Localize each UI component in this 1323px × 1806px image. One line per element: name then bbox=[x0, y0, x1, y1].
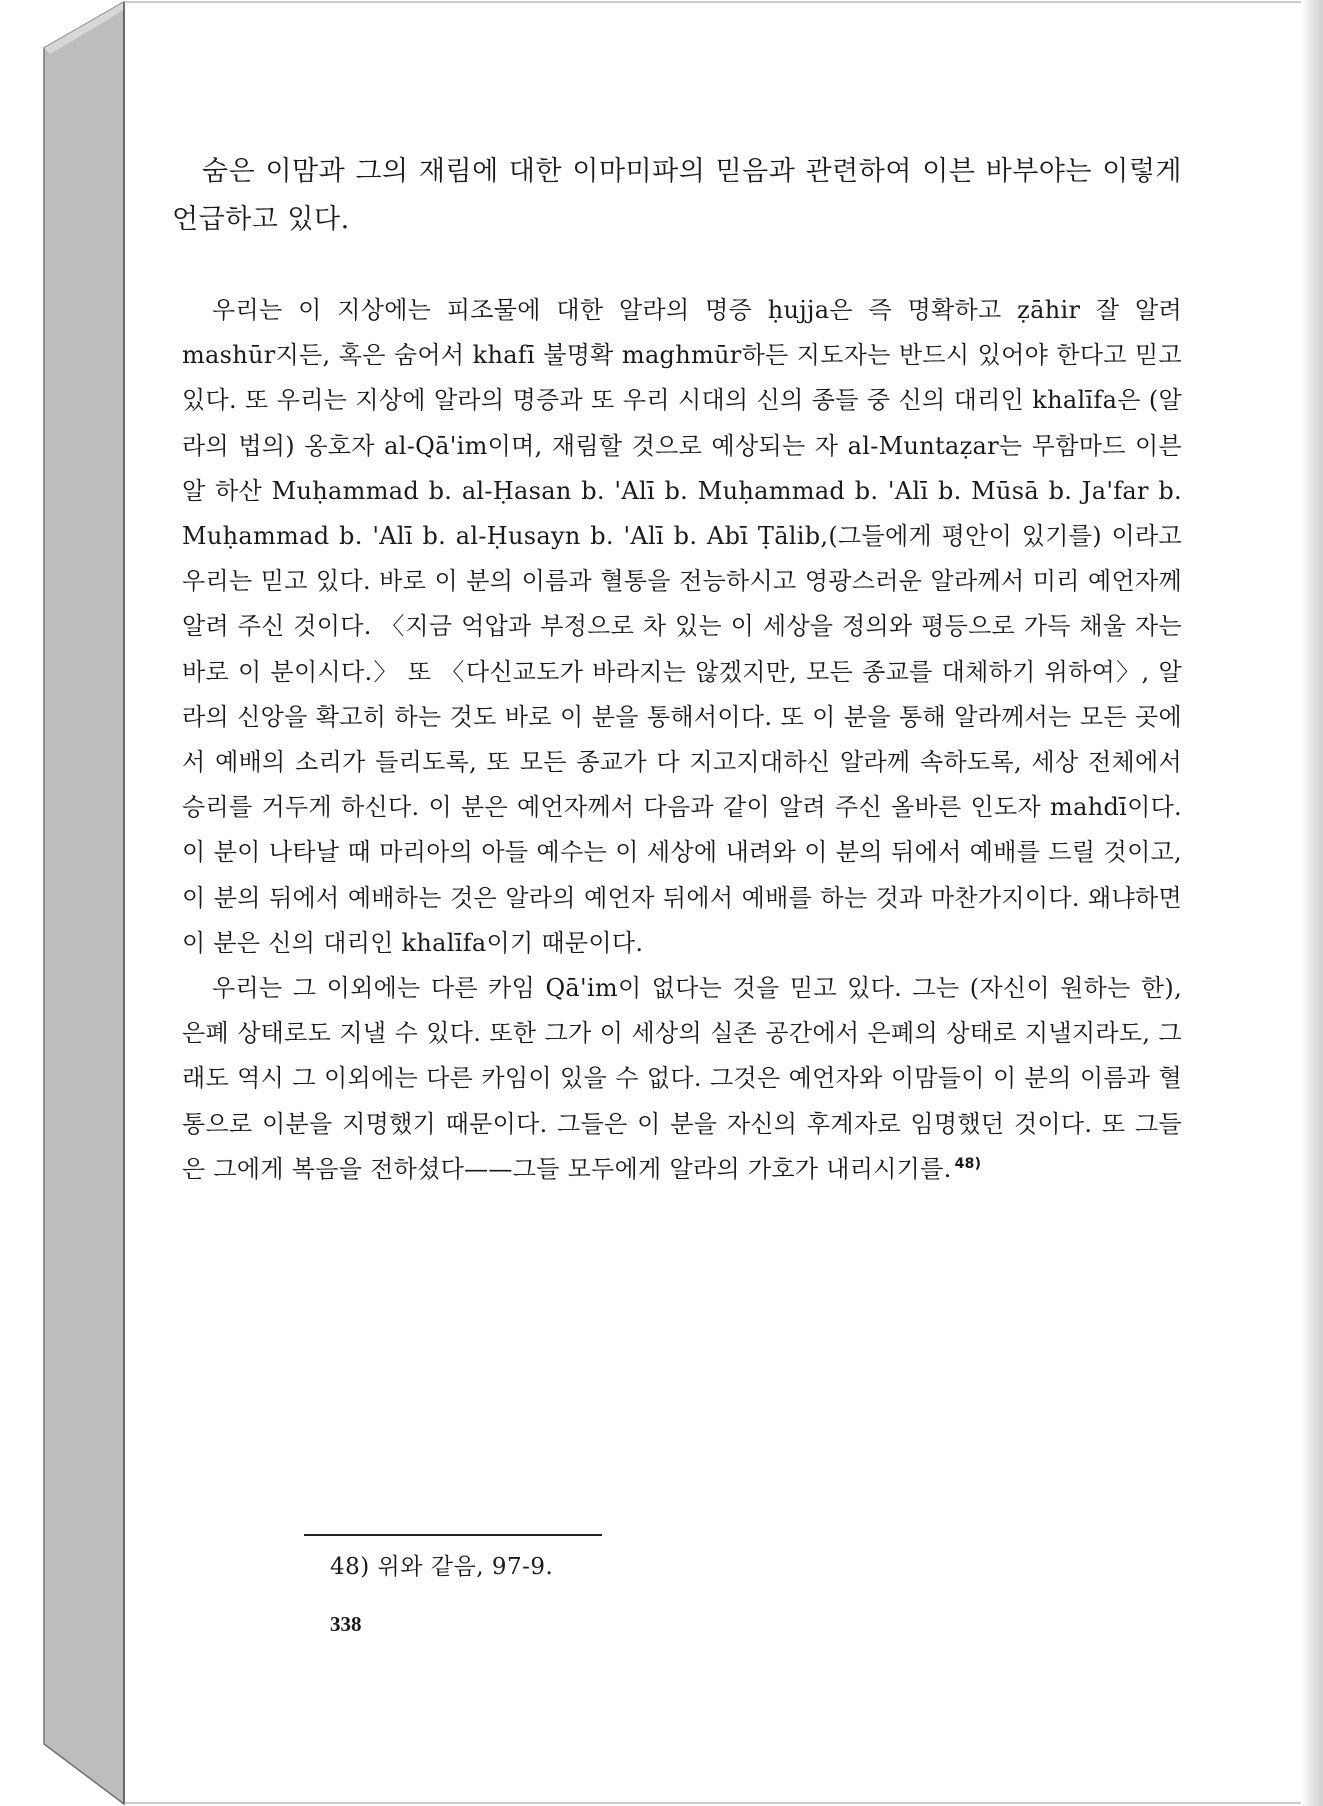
page-body bbox=[172, 148, 1182, 1192]
quote-paragraph-1: 우리는 이 지상에는 피조물에 대한 알라의 명증 ḥujja은 즉 명확하고 ẓāhir 잘 알려 mashūr지든, 혹은 숨어서 khafī 불명확 maghmūr하든 지도자는 반드시 있어야 한다고 믿고 있다. 또 우리는 지상에 알라의 명증과 또 우리 시대의 신의 종들 중 신의 대리인 khalīfa은 (알라의 법의) 옹호자 al-Qā'im이며, 재림할 것으로 예상되는 자 al-Muntaẓar는 무함마드 이븐 알 하산 Muḥammad b. al-Ḥasan b. 'Alī b. Muḥammad b. 'Alī b. Mūsā b. Ja'far b. Muḥammad b. 'Alī b. al-Ḥusayn b. 'Alī b. Abī Ṭālib,(그들에게 평안이 있기를) 이라고 우리는 믿고 있다. 바로 이 분의 이름과 혈통을 전능하시고 영광스러운 알라께서 미리 예언자께 알려 주신 것이다. 〈지금 억압과 부정으로 차 있는 이 세상을 정의와 평등으로 가득 채울 자는 바로 이 분이시다.〉 또 〈다신교도가 바라지는 않겠지만, 모든 종교를 대체하기 위하여〉, 알라의 신앙을 확고히 하는 것도 바로 이 분을 통해서이다. 또 이 분을 통해 알라께서는 모든 곳에서 예배의 소리가 들리도록, 또 모든 종교가 다 지고지대하신 알라께 속하도록, 세상 전체에서 승리를 거두게 하신다. 이 분은 예언자께서 다음과 같이 알려 주신 올바른 인도자 mahdī이다. 이 분이 나타날 때 마리아의 아들 예수는 이 세상에 내려와 이 분의 뒤에서 예배를 드릴 것이고, 이 분의 뒤에서 예배하는 것은 알라의 예언자 뒤에서 예배를 하는 것과 마찬가지이다. 왜냐하면 이 분은 신의 대리인 khalīfa이기 때문이다. bbox=[182, 296, 1182, 957]
page-shadow bbox=[1301, 0, 1323, 1806]
footnote-divider bbox=[304, 1534, 602, 1536]
page-number: 338 bbox=[330, 1612, 362, 1636]
footnote-reference: 48) bbox=[954, 1155, 982, 1172]
quote-paragraph-2 bbox=[182, 966, 1182, 1192]
quote-paragraph-2-text: 우리는 그 이외에는 다른 카임 Qā'im이 없다는 것을 믿고 있다. 그는 (자신이 원하는 한), 은폐 상태로도 지낼 수 있다. 또한 그가 이 세상의 실존 공간에서 은폐의 상태로 지낼지라도, 그래도 역시 그 이외에는 다른 카임이 있을 수 없다. 그것은 예언자와 이맘들이 이 분의 이름과 혈통으로 이분을 지명했기 때문이다. 그들은 이 분을 자신의 후계자로 임명했던 것이다. 또 그들은 그에게 복음을 전하셨다——그들 모두에게 알라의 가호가 내리시기를. bbox=[182, 974, 1182, 1183]
block-quote bbox=[182, 288, 1182, 1192]
intro-paragraph: 숨은 이맘과 그의 재림에 대한 이마미파의 믿음과 관련하여 이븐 바부야는 이렇게 언급하고 있다. bbox=[172, 156, 1182, 235]
footnote: 48) 위와 같음, 97-9. bbox=[330, 1554, 554, 1580]
